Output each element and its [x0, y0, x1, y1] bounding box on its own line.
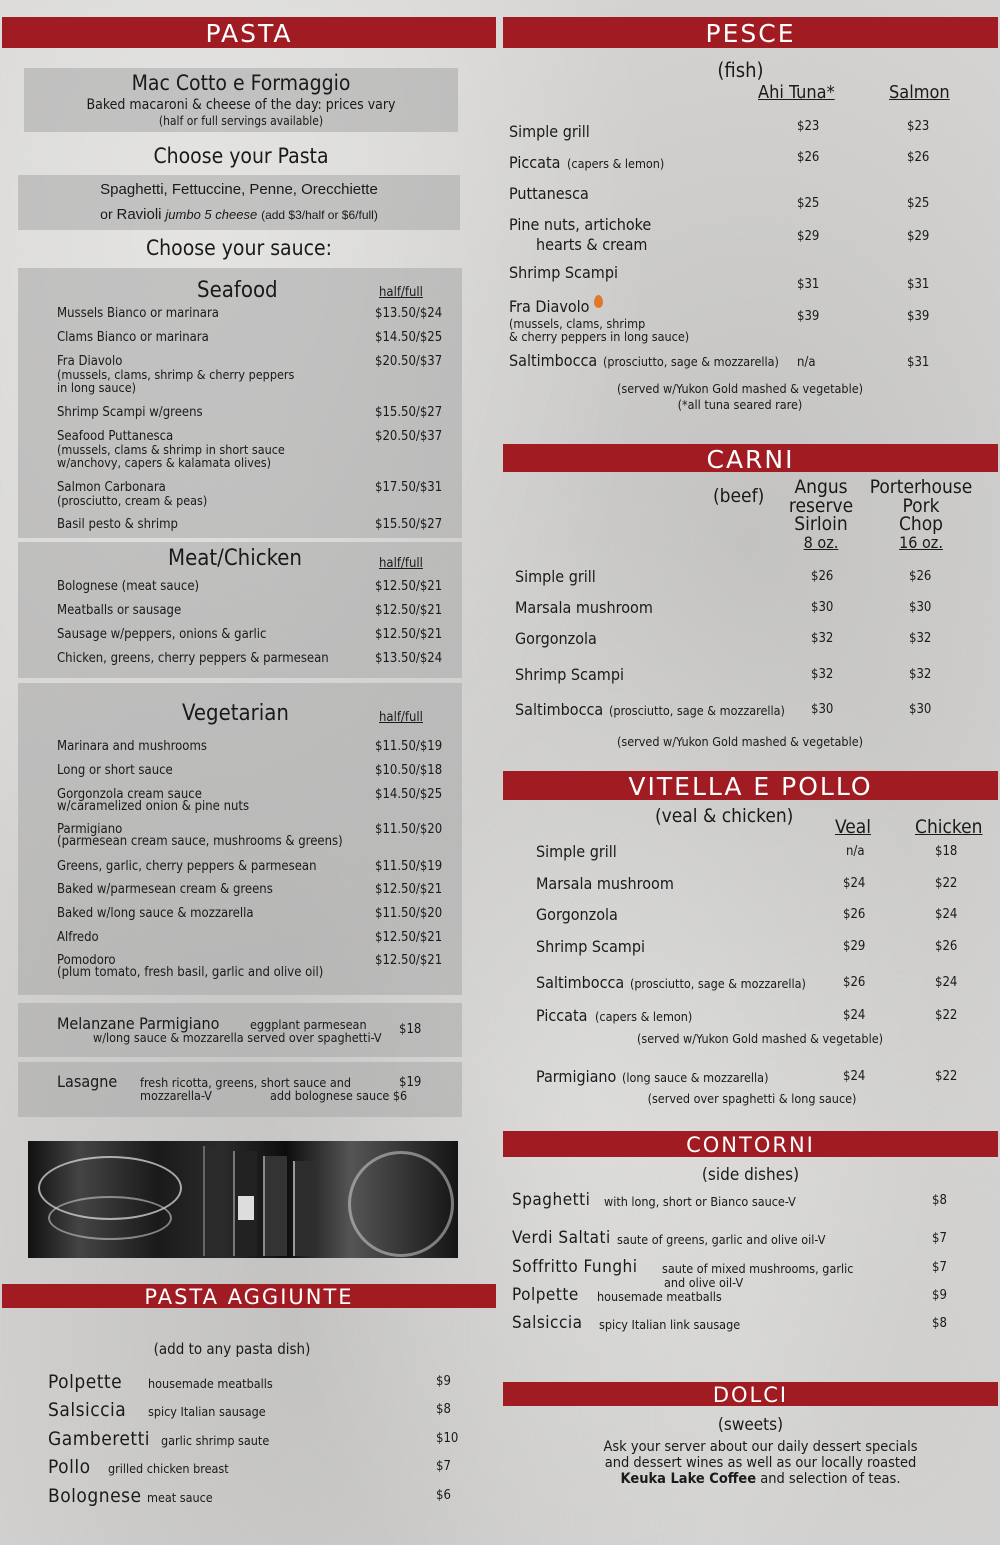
pesce-item-price-salmon: $31	[907, 355, 930, 370]
vitella-note1: (served w/Yukon Gold mashed & vegetable)	[636, 1031, 884, 1046]
veg-item-desc: (plum tomato, fresh basil, garlic and olive oil)	[57, 965, 324, 980]
veg-item-price: $12.50/$21	[375, 953, 443, 968]
melanzane-desc2: w/long sauce & mozzarella served over spaghetti-V	[93, 1030, 382, 1045]
veg-item-name: Marinara and mushrooms	[57, 739, 207, 754]
aggiunte-item-price: $7	[436, 1459, 451, 1474]
aggiunte-item-desc: garlic shrimp saute	[161, 1433, 270, 1448]
vitella-item-price-chicken: $26	[935, 939, 958, 954]
aggiunte-item-desc: grilled chicken breast	[108, 1461, 229, 1476]
carni-sub: (beef)	[713, 485, 765, 507]
ravioli-desc: jumbo 5 cheese	[165, 207, 258, 222]
pesce-item-price-tuna: $39	[797, 309, 820, 324]
pesce-item-desc2: & cherry peppers in long sauce)	[509, 329, 690, 344]
pesce-item-desc: (mussels, clams, shrimp	[509, 316, 646, 331]
contorni-item-desc: spicy Italian link sausage	[599, 1317, 741, 1332]
mac-desc: Baked macaroni & cheese of the day: prices vary	[86, 97, 396, 113]
seafood-item-price: $15.50/$27	[375, 405, 443, 420]
vitella-item-price-veal: $29	[843, 939, 866, 954]
carni-item-name: Simple grill	[515, 567, 596, 586]
veg-item-name: Baked w/parmesean cream & greens	[57, 882, 273, 897]
vitella-item-price-veal: $24	[843, 1069, 866, 1084]
vitella-item-price-chicken: $22	[935, 876, 958, 891]
pesce-col1: Ahi Tuna*	[758, 82, 835, 103]
pesce-item-name: Fra Diavolo	[509, 297, 590, 316]
seafood-title: Seafood	[197, 278, 278, 303]
veg-item-name: Parmigiano	[57, 822, 123, 837]
carni-item-name: Shrimp Scampi	[515, 665, 624, 684]
contorni-banner: CONTORNI	[503, 1131, 998, 1157]
meat-title: Meat/Chicken	[168, 546, 302, 571]
pesce-banner: PESCE	[503, 17, 998, 48]
carni-col2-l3: Chop	[898, 513, 944, 535]
mac-title: Mac Cotto e Formaggio	[131, 71, 351, 95]
vitella-item-name: Simple grill	[536, 842, 617, 861]
pesce-item-name: Pine nuts, artichoke	[509, 215, 652, 234]
veg-item-name: Pomodoro	[57, 953, 116, 968]
contorni-item-price: $7	[932, 1231, 947, 1246]
lasagne-name: Lasagne	[57, 1072, 118, 1091]
seafood-item-price: $14.50/$25	[375, 330, 443, 345]
aggiunte-item-price: $10	[436, 1431, 459, 1446]
aggiunte-item-name: Polpette	[48, 1371, 123, 1393]
carni-item-price-pork: $26	[909, 569, 932, 584]
seafood-item-name: Shrimp Scampi w/greens	[57, 405, 203, 420]
seafood-item-price: $20.50/$37	[375, 354, 443, 369]
meat-item-name: Chicken, greens, cherry peppers & parmesean	[57, 651, 329, 666]
vitella-item-price-veal: $26	[843, 907, 866, 922]
contorni-item-name: Soffritto Funghi	[512, 1257, 638, 1277]
ravioli-note: (add $3/half or $6/full)	[261, 208, 378, 222]
pesce-col2: Salmon	[889, 82, 950, 103]
vitella-item-name: Parmigiano	[536, 1067, 617, 1086]
pesce-note1: (served w/Yukon Gold mashed & vegetable)	[616, 381, 864, 396]
meat-item-price: $12.50/$21	[375, 579, 443, 594]
vitella-item-desc: (prosciutto, sage & mozzarella)	[630, 976, 806, 991]
contorni-item-desc: saute of mixed mushrooms, garlic	[662, 1261, 854, 1276]
aggiunte-item-name: Salsiccia	[48, 1399, 127, 1421]
veg-item-price: $12.50/$21	[375, 930, 443, 945]
vitella-col2: Chicken	[915, 816, 983, 838]
dolci-sub: (sweets)	[717, 1415, 784, 1435]
choose-sauce-heading: Choose your sauce:	[145, 236, 332, 260]
pesce-sub: (fish)	[717, 58, 764, 82]
carni-col2	[862, 478, 980, 552]
pesce-item-name: Piccata	[509, 153, 561, 172]
meat-col-header: half/full	[379, 556, 423, 571]
contorni-item-price: $7	[932, 1260, 947, 1275]
pesce-item-price-tuna: $26	[797, 150, 820, 165]
carni-col1-l3: Sirloin	[794, 513, 848, 535]
seafood-item-desc2: in long sauce)	[57, 380, 137, 395]
veg-item-price: $14.50/$25	[375, 787, 443, 802]
veg-item-price: $11.50/$20	[375, 906, 443, 921]
vitella-item-name: Shrimp Scampi	[536, 937, 645, 956]
vitella-item-name: Piccata	[536, 1006, 588, 1025]
carni-col1	[780, 478, 862, 552]
vitella-item-desc: (capers & lemon)	[595, 1009, 693, 1024]
melanzane-name: Melanzane Parmigiano	[57, 1014, 220, 1033]
seafood-item-name: Basil pesto & shrimp	[57, 517, 178, 532]
wine-glasses-photo	[28, 1141, 458, 1258]
meat-item-price: $12.50/$21	[375, 627, 443, 642]
aggiunte-item-price: $6	[436, 1488, 451, 1503]
melanzane-price: $18	[399, 1022, 422, 1037]
vitella-item-price-veal: $24	[843, 1008, 866, 1023]
pesce-item-price-tuna: $31	[797, 277, 820, 292]
pesce-item-price-tuna: $25	[797, 196, 820, 211]
pesce-item-price-tuna: $23	[797, 119, 820, 134]
vitella-item-price-veal: $26	[843, 975, 866, 990]
pesce-item-price-salmon: $31	[907, 277, 930, 292]
veg-item-price: $11.50/$19	[375, 859, 443, 874]
pesce-item-price-tuna: $29	[797, 229, 820, 244]
veg-item-desc: (parmesean cream sauce, mushrooms & greens)	[57, 834, 343, 849]
carni-item-price-pork: $30	[909, 702, 932, 717]
pesce-note2: (*all tuna seared rare)	[677, 397, 803, 412]
contorni-item-desc2: and olive oil-V	[664, 1275, 744, 1290]
meat-item-price: $12.50/$21	[375, 603, 443, 618]
seafood-item-name: Fra Diavolo	[57, 354, 123, 369]
seafood-item-name: Mussels Bianco or marinara	[57, 306, 219, 321]
seafood-item-desc: (mussels, clams, shrimp & cherry peppers	[57, 367, 295, 382]
vitella-item-price-veal: $24	[843, 876, 866, 891]
vitella-item-price-chicken: $22	[935, 1069, 958, 1084]
seafood-item-desc: (mussels, clams & shrimp in short sauce	[57, 442, 285, 457]
seafood-item-price: $13.50/$24	[375, 306, 443, 321]
aggiunte-item-desc: meat sauce	[147, 1490, 213, 1505]
contorni-item-price: $8	[932, 1193, 947, 1208]
carni-col1-l4: 8 oz.	[803, 532, 839, 552]
contorni-item-name: Salsiccia	[512, 1313, 583, 1333]
seafood-item-desc: (prosciutto, cream & peas)	[57, 493, 208, 508]
veg-item-name: Baked w/long sauce & mozzarella	[57, 906, 254, 921]
vitella-item-desc: (long sauce & mozzarella)	[622, 1070, 769, 1085]
dolci-teas: and selection of teas.	[756, 1471, 901, 1487]
vitella-item-price-chicken: $22	[935, 1008, 958, 1023]
carni-item-name: Marsala mushroom	[515, 598, 653, 617]
vitella-item-name: Saltimbocca	[536, 973, 625, 992]
vitella-item-price-chicken: $18	[935, 844, 958, 859]
veg-title: Vegetarian	[182, 701, 289, 726]
carni-item-price-sirloin: $32	[811, 667, 834, 682]
pesce-item-name: Puttanesca	[509, 184, 589, 203]
seafood-item-name: Seafood Puttanesca	[57, 429, 174, 444]
carni-col1-l2: reserve	[788, 494, 854, 517]
meat-item-name: Meatballs or sausage	[57, 603, 182, 618]
carni-item-desc: (prosciutto, sage & mozzarella)	[609, 703, 785, 718]
seafood-item-name: Salmon Carbonara	[57, 480, 166, 495]
carni-col1-l1: Angus	[794, 476, 848, 498]
vitella-item-price-chicken: $24	[935, 975, 958, 990]
contorni-item-name: Polpette	[512, 1285, 579, 1305]
pesce-item-price-salmon: $26	[907, 150, 930, 165]
carni-item-price-sirloin: $30	[811, 702, 834, 717]
pesce-item-name: Saltimbocca	[509, 351, 598, 370]
dolci-line3	[503, 1471, 1000, 1487]
vitella-banner: VITELLA E POLLO	[503, 771, 998, 800]
carni-item-price-sirloin: $32	[811, 631, 834, 646]
vitella-col1: Veal	[835, 816, 871, 838]
vitella-item-price-chicken: $24	[935, 907, 958, 922]
contorni-item-price: $9	[932, 1288, 947, 1303]
dolci-line2: and dessert wines as well as our locally roasted	[604, 1455, 917, 1471]
carni-col2-l4: 16 oz.	[899, 532, 943, 552]
lasagne-desc2: mozzarella-V	[140, 1088, 212, 1103]
pesce-item-name2: hearts & cream	[536, 235, 648, 254]
pasta-banner: PASTA	[2, 17, 496, 48]
vitella-sub: (veal & chicken)	[655, 805, 794, 827]
pesce-item-price-salmon: $23	[907, 119, 930, 134]
carni-item-price-pork: $32	[909, 631, 932, 646]
aggiunte-item-price: $8	[436, 1402, 451, 1417]
veg-item-price: $12.50/$21	[375, 882, 443, 897]
carni-item-price-sirloin: $26	[811, 569, 834, 584]
pesce-item-price-salmon: $29	[907, 229, 930, 244]
aggiunte-sub: (add to any pasta dish)	[153, 1340, 311, 1358]
contorni-item-desc: saute of greens, garlic and olive oil-V	[617, 1232, 826, 1247]
seafood-item-price: $20.50/$37	[375, 429, 443, 444]
veg-item-desc: w/caramelized onion & pine nuts	[57, 799, 250, 814]
lasagne-desc: fresh ricotta, greens, short sauce and	[140, 1075, 352, 1090]
pesce-item-name: Simple grill	[509, 122, 590, 141]
meat-item-price: $13.50/$24	[375, 651, 443, 666]
carni-item-price-pork: $32	[909, 667, 932, 682]
vitella-item-name: Marsala mushroom	[536, 874, 674, 893]
pesce-item-name: Shrimp Scampi	[509, 263, 618, 282]
aggiunte-item-desc: spicy Italian sausage	[148, 1404, 266, 1419]
carni-col2-l1: Porterhouse	[869, 476, 973, 498]
lasagne-add: add bolognese sauce $6	[270, 1088, 408, 1103]
seafood-item-desc2: w/anchovy, capers & kalamata olives)	[57, 455, 272, 470]
pesce-item-price-salmon: $25	[907, 196, 930, 211]
meat-item-name: Sausage w/peppers, onions & garlic	[57, 627, 267, 642]
meat-item-name: Bolognese (meat sauce)	[57, 579, 200, 594]
veg-item-price: $10.50/$18	[375, 763, 443, 778]
ravioli-line	[18, 206, 460, 223]
seafood-item-price: $15.50/$27	[375, 517, 443, 532]
carni-item-name: Saltimbocca	[515, 700, 604, 719]
veg-item-price: $11.50/$19	[375, 739, 443, 754]
pesce-item-price-tuna: n/a	[797, 355, 816, 370]
contorni-item-desc: with long, short or Bianco sauce-V	[604, 1194, 796, 1209]
vitella-item-name: Gorgonzola	[536, 905, 618, 924]
pasta-types: Spaghetti, Fettuccine, Penne, Orecchiette	[100, 181, 378, 198]
pesce-item-desc: (prosciutto, sage & mozzarella)	[603, 354, 779, 369]
veg-item-name: Alfredo	[57, 930, 99, 945]
contorni-item-price: $8	[932, 1316, 947, 1331]
veg-item-name: Greens, garlic, cherry peppers & parmesean	[57, 859, 317, 874]
ravioli-or: or	[100, 206, 113, 222]
seafood-item-price: $17.50/$31	[375, 480, 443, 495]
veg-item-name: Gorgonzola cream sauce	[57, 787, 202, 802]
aggiunte-item-name: Bolognese	[48, 1485, 142, 1507]
contorni-item-name: Verdi Saltati	[512, 1228, 611, 1248]
carni-item-price-pork: $30	[909, 600, 932, 615]
seafood-col-header: half/full	[379, 285, 423, 300]
choose-pasta-heading: Choose your Pasta	[153, 144, 329, 168]
aggiunte-item-price: $9	[436, 1374, 451, 1389]
ravioli-name: Ravioli	[116, 206, 162, 223]
melanzane-desc: eggplant parmesean	[250, 1017, 367, 1032]
dolci-banner: DOLCI	[503, 1382, 998, 1406]
vitella-note2: (served over spaghetti & long sauce)	[647, 1091, 857, 1106]
carni-item-name: Gorgonzola	[515, 629, 597, 648]
aggiunte-item-name: Gamberetti	[48, 1428, 151, 1450]
seafood-item-name: Clams Bianco or marinara	[57, 330, 209, 345]
lasagne-price: $19	[399, 1075, 422, 1090]
pesce-item-desc: (capers & lemon)	[567, 156, 665, 171]
veg-item-name: Long or short sauce	[57, 763, 173, 778]
contorni-item-desc: housemade meatballs	[597, 1289, 722, 1304]
veg-col-header: half/full	[379, 710, 423, 725]
mac-note: (half or full servings available)	[158, 114, 324, 128]
dolci-coffee: Keuka Lake Coffee	[620, 1471, 757, 1487]
aggiunte-item-desc: housemade meatballs	[148, 1376, 273, 1391]
vitella-item-price-veal: n/a	[846, 844, 865, 859]
contorni-sub: (side dishes)	[701, 1165, 800, 1185]
carni-col2-l2: Pork	[902, 494, 940, 517]
veg-item-price: $11.50/$20	[375, 822, 443, 837]
carni-banner: CARNI	[503, 444, 998, 472]
carni-note: (served w/Yukon Gold mashed & vegetable)	[616, 734, 864, 749]
carni-item-price-sirloin: $30	[811, 600, 834, 615]
aggiunte-banner: PASTA AGGIUNTE	[2, 1284, 496, 1308]
spicy-flame-icon	[594, 295, 603, 308]
dolci-line1: Ask your server about our daily dessert specials	[603, 1439, 918, 1455]
contorni-item-name: Spaghetti	[512, 1190, 591, 1210]
aggiunte-item-name: Pollo	[48, 1456, 91, 1478]
pesce-item-price-salmon: $39	[907, 309, 930, 324]
